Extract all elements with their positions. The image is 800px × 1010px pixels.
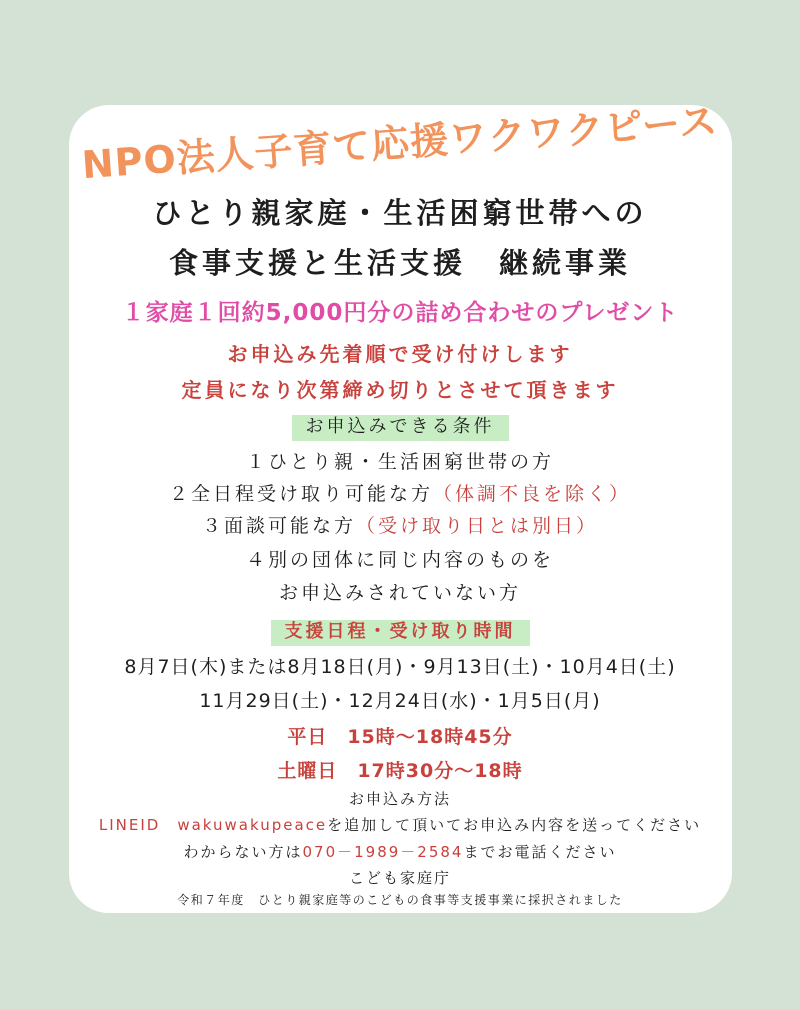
- notice-deadline: 定員になり次第締め切りとさせて頂きます: [181, 378, 619, 402]
- condition-item-4-line-1: ４別の団体に同じ内容のものを: [245, 549, 554, 571]
- schedule-dates-line-2: 11月29日(土)・12月24日(水)・1月5日(月): [199, 690, 601, 712]
- conditions-heading: お申込みできる条件: [292, 415, 509, 441]
- condition-item-3: [0, 516, 800, 538]
- condition-item-2-main: ２全日程受け取り可能な方: [168, 483, 433, 505]
- condition-item-2-note: （体調不良を除く）: [433, 483, 632, 505]
- application-phone: [0, 844, 800, 861]
- condition-item-1: １ひとり親・生活困窮世帯の方: [245, 451, 554, 473]
- schedule-weekday-time: 平日 15時～18時45分: [287, 726, 513, 748]
- offer-text: １家庭１回約5,000円分の詰め合わせのプレゼント: [121, 300, 679, 326]
- flyer-title: NPO法人子育て応援ワクワクピース: [80, 98, 720, 188]
- footer-note: 令和７年度 ひとり親家庭等のこどもの食事等支援事業に採択されました: [177, 893, 623, 907]
- phone-intro: わからない方は: [183, 843, 303, 861]
- conditions-heading-row: [0, 415, 800, 441]
- condition-item-2: [0, 484, 800, 506]
- schedule-heading: 支援日程・受け取り時間: [271, 620, 530, 646]
- notice-first-come: お申込み先着順で受け付けします: [227, 342, 573, 366]
- schedule-dates-line-1: 8月7日(木)または8月18日(月)・9月13日(土)・10月4日(土): [124, 656, 676, 678]
- application-line-id: [0, 817, 800, 834]
- line-instructions: を追加して頂いてお申込み内容を送ってください: [327, 816, 702, 834]
- phone-outro: までお電話ください: [463, 843, 617, 861]
- subtitle-line-1: ひとり親家庭・生活困窮世帯への: [152, 196, 648, 230]
- line-id: LINEID wakuwakupeace: [98, 816, 328, 834]
- schedule-heading-row: [0, 620, 800, 646]
- schedule-saturday-time: 土曜日 17時30分～18時: [277, 760, 523, 782]
- subtitle-line-2: 食事支援と生活支援 継続事業: [168, 246, 631, 280]
- application-heading: お申込み方法: [348, 790, 451, 808]
- phone-number: 070－1989－2584: [302, 843, 464, 861]
- condition-item-3-note: （受け取り日とは別日）: [356, 515, 599, 537]
- agency-name: こども家庭庁: [348, 869, 451, 887]
- condition-item-3-main: ３面談可能な方: [201, 515, 356, 537]
- condition-item-4-line-2: お申込みされていない方: [278, 582, 521, 604]
